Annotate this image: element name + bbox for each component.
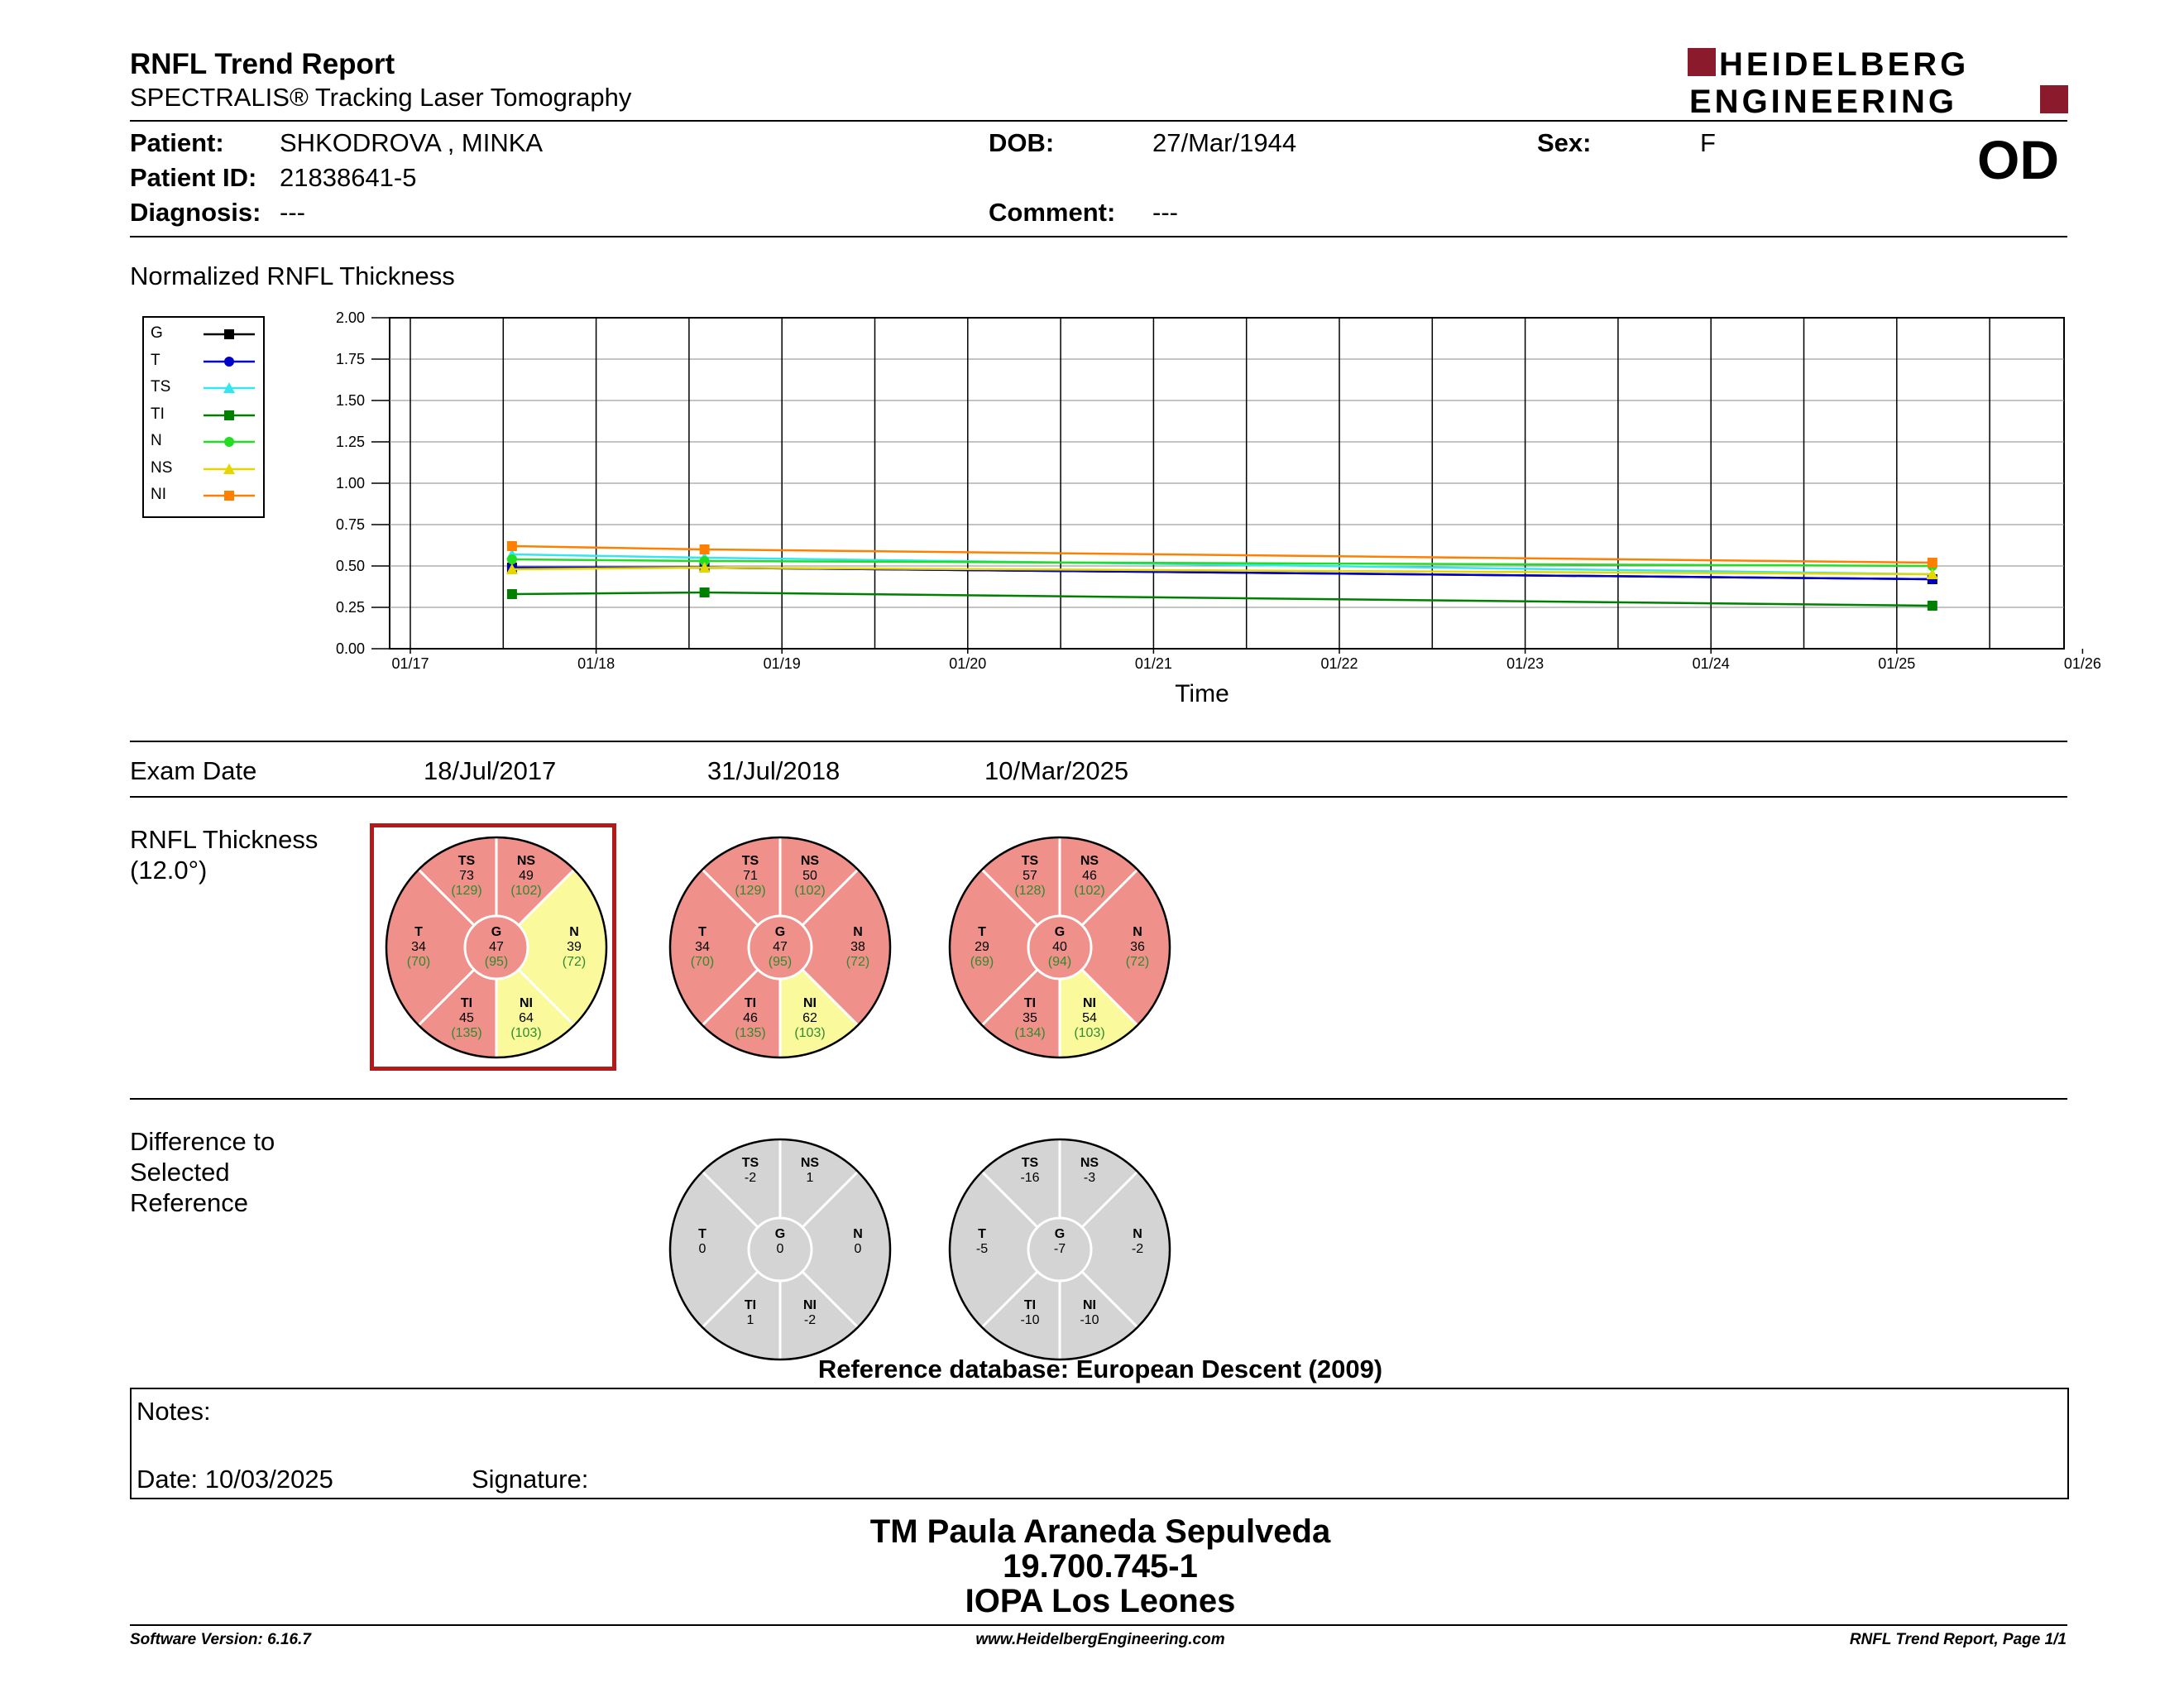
sector-value-ts: -16 xyxy=(1020,1171,1040,1185)
stamp-institution: IOPA Los Leones xyxy=(965,1583,1236,1619)
rnfl-divider xyxy=(130,1098,2067,1100)
sector-label-g: G xyxy=(1054,1227,1066,1241)
x-tick-label: 01/19 xyxy=(763,655,801,672)
legend-swatch-ns xyxy=(202,461,256,477)
legend-swatch-ti xyxy=(202,407,256,424)
chart-title: Normalized RNFL Thickness xyxy=(130,261,455,290)
diagnosis-value: --- xyxy=(280,198,305,227)
legend-marker-ti xyxy=(224,410,234,420)
patient-id-label: Patient ID: xyxy=(130,163,257,192)
sector-label-ns: NS xyxy=(800,854,820,868)
data-point-ti xyxy=(507,589,517,599)
data-point-ni xyxy=(700,544,710,554)
sector-label-n: N xyxy=(853,925,863,939)
legend-marker-ni xyxy=(224,491,234,501)
y-tick-label: 0.00 xyxy=(335,640,365,657)
sector-label-ts: TS xyxy=(1021,1156,1039,1170)
sector-value-ni: -10 xyxy=(1080,1313,1099,1327)
sex-label: Sex: xyxy=(1537,128,1592,157)
sector-normal-n: (72) xyxy=(845,955,870,969)
sector-normal-t: (70) xyxy=(690,955,715,969)
legend-label-n: N xyxy=(151,432,162,449)
x-tick-label: 01/18 xyxy=(577,655,615,672)
report-subtitle: SPECTRALIS® Tracking Laser Tomography xyxy=(130,83,632,112)
stamp-id: 19.700.745-1 xyxy=(1003,1548,1198,1585)
sector-label-t: T xyxy=(978,1227,986,1241)
exam-date-3: 10/Mar/2025 xyxy=(984,756,1129,785)
sector-label-g: G xyxy=(491,925,502,939)
sector-label-ti: TI xyxy=(1023,996,1037,1010)
patient-divider xyxy=(130,236,2067,237)
sector-label-t: T xyxy=(698,925,706,939)
signature-label: Signature: xyxy=(472,1465,589,1494)
y-tick-label: 0.50 xyxy=(335,558,365,574)
sector-normal-ns: (102) xyxy=(794,884,826,898)
signature-stamp xyxy=(745,1514,1456,1618)
legend-label-ns: NS xyxy=(151,458,173,477)
exam-divider xyxy=(130,796,2067,798)
sector-label-ns: NS xyxy=(1080,1156,1099,1170)
y-tick-label: 0.75 xyxy=(335,516,365,533)
y-tick-label: 0.25 xyxy=(335,599,365,616)
sex-value: F xyxy=(1700,128,1716,157)
sector-value-ti: -10 xyxy=(1020,1313,1040,1327)
sector-label-n: N xyxy=(569,925,579,939)
sector-value-ti: 1 xyxy=(746,1313,754,1327)
x-tick-label: 01/21 xyxy=(1134,655,1172,672)
rnfl-thickness-circles xyxy=(364,819,1191,1076)
sector-normal-ns: (102) xyxy=(510,884,542,898)
sector-label-ns: NS xyxy=(516,854,536,868)
x-tick-label: 01/23 xyxy=(1506,655,1545,672)
sector-label-ni: NI xyxy=(803,996,817,1010)
sector-value-ni: -2 xyxy=(803,1313,817,1327)
sector-value-ni: 54 xyxy=(1082,1011,1097,1025)
sector-value-t: -5 xyxy=(975,1242,989,1256)
y-tick-label: 1.00 xyxy=(335,475,365,492)
sector-value-ns: 50 xyxy=(802,869,817,883)
x-tick-label: 01/20 xyxy=(949,655,987,672)
sector-label-ts: TS xyxy=(1021,854,1039,868)
sector-value-g: 40 xyxy=(1052,940,1067,954)
sector-value-ts: 73 xyxy=(459,869,474,883)
sector-value-t: 34 xyxy=(695,940,710,954)
stamp-name: TM Paula Araneda Sepulveda xyxy=(869,1513,1331,1550)
patient-label: Patient: xyxy=(130,128,224,157)
sector-normal-ti: (134) xyxy=(1014,1026,1046,1040)
legend-swatch-t xyxy=(202,353,256,370)
sector-value-ti: 45 xyxy=(459,1011,474,1025)
logo-text-heidelberg: HEIDELBERG xyxy=(1719,46,1970,83)
y-tick-label: 2.00 xyxy=(335,309,365,326)
legend-marker-t xyxy=(224,357,234,367)
rnfl-angle-label: (12.0°) xyxy=(130,856,208,885)
website-link[interactable]: www.HeidelbergEngineering.com xyxy=(975,1631,1225,1648)
difference-label-1: Difference to xyxy=(130,1127,275,1156)
sector-value-ns: -3 xyxy=(1083,1171,1096,1185)
dob-value: 27/Mar/1944 xyxy=(1152,128,1297,157)
sector-label-t: T xyxy=(414,925,423,939)
sector-value-n: 39 xyxy=(567,940,582,954)
data-point-ti xyxy=(1928,601,1937,611)
patient-id: 21838641-5 xyxy=(280,163,417,192)
data-point-ti xyxy=(700,587,710,597)
legend-label-g: G xyxy=(151,324,163,342)
header-divider xyxy=(130,120,2067,122)
sector-label-ts: TS xyxy=(741,1156,759,1170)
sector-value-n: 38 xyxy=(850,940,865,954)
sector-normal-ns: (102) xyxy=(1074,884,1105,898)
sector-value-g: 47 xyxy=(773,940,788,954)
sector-label-ns: NS xyxy=(1080,854,1099,868)
data-point-n xyxy=(507,554,517,564)
notes-label: Notes: xyxy=(136,1397,211,1426)
rnfl-circle-1 xyxy=(386,837,606,1057)
sector-value-ts: -2 xyxy=(744,1171,757,1185)
sector-value-n: 0 xyxy=(854,1242,862,1256)
legend-marker-g xyxy=(224,329,234,339)
sector-value-ni: 62 xyxy=(802,1011,817,1025)
difference-label-2: Selected xyxy=(130,1158,230,1187)
sector-normal-ts: (128) xyxy=(1014,884,1046,898)
report-title: RNFL Trend Report xyxy=(130,48,395,80)
sector-normal-ti: (135) xyxy=(735,1026,766,1040)
sector-value-ni: 64 xyxy=(519,1011,534,1025)
sector-label-ti: TI xyxy=(744,1298,757,1312)
sector-value-n: 36 xyxy=(1130,940,1145,954)
heidelberg-logo xyxy=(1688,46,2068,120)
footer-divider xyxy=(130,1624,2067,1626)
sector-label-n: N xyxy=(1133,1227,1142,1241)
rnfl-circle-3 xyxy=(950,837,1170,1057)
legend-label-ni: NI xyxy=(151,486,166,503)
x-tick-label: 01/26 xyxy=(2063,655,2101,672)
sector-value-n: -2 xyxy=(1131,1242,1144,1256)
sector-label-ni: NI xyxy=(1083,996,1096,1010)
sector-value-t: 0 xyxy=(698,1242,706,1256)
sector-value-t: 34 xyxy=(411,940,426,954)
trend-chart xyxy=(281,302,2101,716)
sector-value-ns: 46 xyxy=(1082,869,1097,883)
data-point-ni xyxy=(1928,558,1937,568)
sector-normal-g: (95) xyxy=(768,955,793,969)
date-label: Date: 10/03/2025 xyxy=(136,1465,333,1494)
y-tick-label: 1.50 xyxy=(335,392,365,409)
x-axis-label: Time xyxy=(1175,680,1229,707)
sector-label-t: T xyxy=(978,925,986,939)
sector-normal-g: (95) xyxy=(484,955,509,969)
sector-label-ti: TI xyxy=(460,996,473,1010)
legend-swatch-n xyxy=(202,434,256,450)
sector-normal-n: (72) xyxy=(562,955,587,969)
sector-normal-ni: (103) xyxy=(510,1026,542,1040)
difference-label-3: Reference xyxy=(130,1188,249,1217)
sector-value-t: 29 xyxy=(975,940,989,954)
x-tick-label: 01/25 xyxy=(1878,655,1916,672)
chart-legend xyxy=(142,316,265,518)
sector-value-ns: 49 xyxy=(519,869,534,883)
rnfl-circle-2 xyxy=(670,837,890,1057)
sector-value-g: 0 xyxy=(776,1242,784,1256)
logo-square-bottom xyxy=(2040,85,2068,113)
exam-date-label: Exam Date xyxy=(130,756,257,785)
sector-normal-ni: (103) xyxy=(1074,1026,1105,1040)
sector-label-ti: TI xyxy=(1023,1298,1037,1312)
sector-normal-t: (70) xyxy=(406,955,431,969)
legend-marker-n xyxy=(224,437,234,447)
exam-date-2: 31/Jul/2018 xyxy=(707,756,841,785)
sector-normal-ts: (129) xyxy=(735,884,766,898)
sector-normal-ti: (135) xyxy=(451,1026,482,1040)
sector-label-g: G xyxy=(774,925,786,939)
sector-value-g: 47 xyxy=(489,940,504,954)
page-indicator: RNFL Trend Report, Page 1/1 xyxy=(1849,1631,2067,1648)
sector-value-ti: 35 xyxy=(1023,1011,1037,1025)
sector-label-n: N xyxy=(853,1227,863,1241)
sector-value-ns: 1 xyxy=(806,1171,814,1185)
sector-normal-ts: (129) xyxy=(451,884,482,898)
sector-value-ts: 57 xyxy=(1023,869,1037,883)
sector-normal-n: (72) xyxy=(1125,955,1150,969)
patient-name: SHKODROVA , MINKA xyxy=(280,128,544,157)
dob-label: DOB: xyxy=(989,128,1055,157)
diagnosis-label: Diagnosis: xyxy=(130,198,261,227)
notes-box[interactable] xyxy=(130,1388,2069,1499)
logo-text-engineering: ENGINEERING xyxy=(1689,84,1958,120)
sector-value-ts: 71 xyxy=(743,869,758,883)
y-tick-label: 1.25 xyxy=(335,434,365,450)
sector-label-g: G xyxy=(774,1227,786,1241)
sector-value-g: -7 xyxy=(1053,1242,1066,1256)
difference-circle-1 xyxy=(670,1139,890,1360)
y-tick-label: 1.75 xyxy=(335,351,365,367)
sector-label-ni: NI xyxy=(1083,1298,1096,1312)
legend-swatch-g xyxy=(202,326,256,343)
sector-label-ni: NI xyxy=(520,996,533,1010)
difference-circle-2 xyxy=(950,1139,1170,1360)
exam-date-1: 18/Jul/2017 xyxy=(424,756,557,785)
sector-label-n: N xyxy=(1133,925,1142,939)
software-version: Software Version: 6.16.7 xyxy=(130,1631,311,1648)
sector-label-ni: NI xyxy=(803,1298,817,1312)
sector-label-ti: TI xyxy=(744,996,757,1010)
legend-swatch-ts xyxy=(202,380,256,396)
sector-normal-t: (69) xyxy=(970,955,994,969)
sector-label-t: T xyxy=(698,1227,706,1241)
x-tick-label: 01/24 xyxy=(1692,655,1730,672)
legend-label-t: T xyxy=(151,351,160,369)
data-point-ni xyxy=(507,541,517,551)
logo-square-top xyxy=(1688,48,1716,76)
x-tick-label: 01/22 xyxy=(1320,655,1358,672)
legend-label-ts: TS xyxy=(151,378,171,396)
sector-label-g: G xyxy=(1054,925,1066,939)
sector-value-ti: 46 xyxy=(743,1011,758,1025)
comment-value: --- xyxy=(1152,198,1178,227)
x-tick-label: 01/17 xyxy=(391,655,429,672)
difference-circles xyxy=(364,1129,1191,1386)
sector-label-ns: NS xyxy=(800,1156,820,1170)
sector-normal-g: (94) xyxy=(1047,955,1072,969)
rnfl-label: RNFL Thickness xyxy=(130,825,318,854)
sector-label-ts: TS xyxy=(741,854,759,868)
reference-database: Reference database: European Descent (2009) xyxy=(817,1355,1383,1383)
legend-label-ti: TI xyxy=(151,405,165,423)
legend-swatch-ni xyxy=(202,487,256,504)
eye-indicator: OD xyxy=(1977,129,2059,190)
sector-normal-ni: (103) xyxy=(794,1026,826,1040)
comment-label: Comment: xyxy=(989,198,1116,227)
chart-divider xyxy=(130,741,2067,742)
sector-label-ts: TS xyxy=(457,854,476,868)
